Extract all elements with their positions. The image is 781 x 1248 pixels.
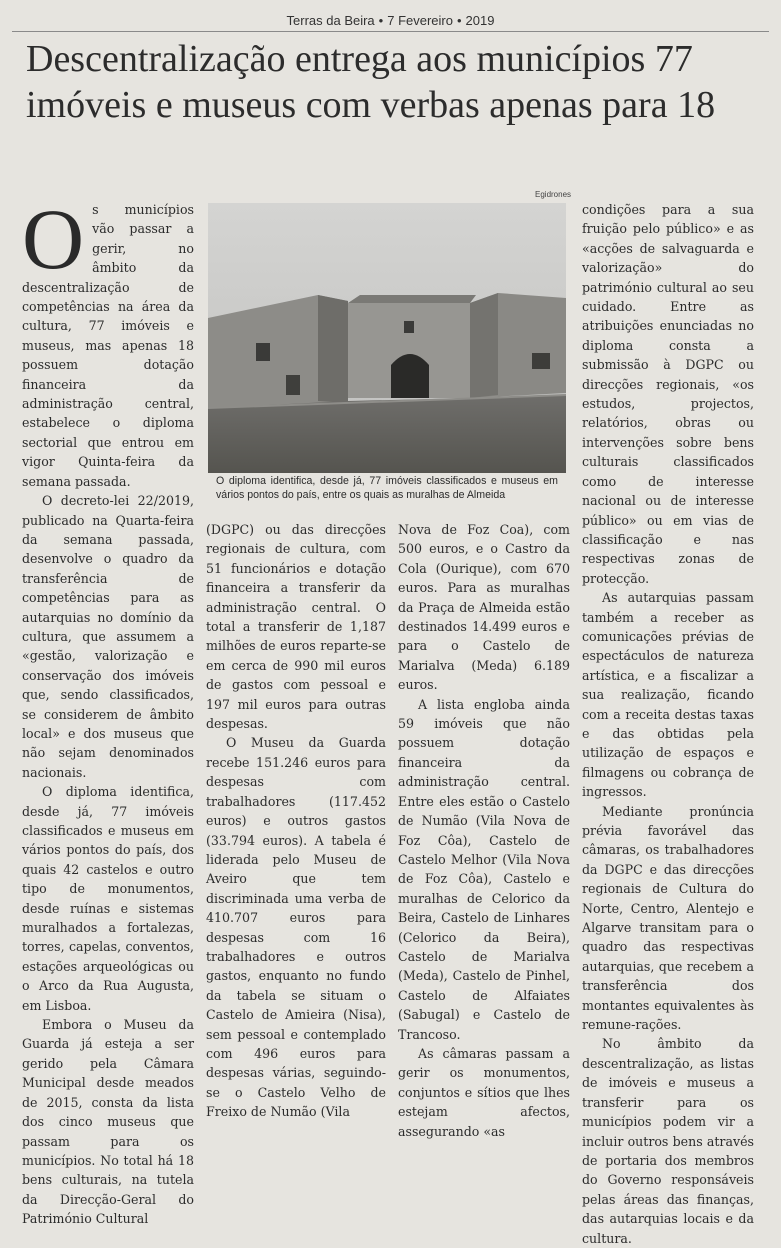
publication-year: 2019 xyxy=(465,13,495,28)
fortress-gate-photo xyxy=(208,203,566,473)
dropcap: O xyxy=(22,191,85,287)
paragraph: O Museu da Guarda recebe 151.246 euros para despesas com trabalhadores (117.452 euros) e outros gastos (33.794 euros). A tabela é liderada pelo Museu de Aveiro que tem discriminada uma verba de 410.707 euros para despesas com 16 trabalhadores e outros gastos, enquanto no fundo da tabela se situam o Castelo de Amieira (Nisa), sem pessoal e contemplado com 496 euros para despesas várias, seguindo-se o Castelo Velho de Freixo de Numão (Vila xyxy=(206,735,386,1120)
photo-credit: Egidrones xyxy=(535,190,572,199)
paragraph: O decreto-lei 22/2019, publicado na Quarta-feira da semana passada, desenvolve o quadro da transferência de competências para as autarquias no domínio da cultura, que assumem a «gestão, valorização e conservação dos imóveis que, sendo classificados, se considerem de âmbito local» e dos museus que não sejam denominados nacionais. xyxy=(22,493,194,780)
paragraph: (DGPC) ou das direcções regionais de cultura, com 51 funcionários e dotação financeira a transferir da administração central. O total a transferir de 1,187 milhões de euros reparte-se em cerca de 990 mil euros de gastos com pessoal e 197 mil euros para outras despesas. xyxy=(206,522,386,732)
paragraph: condições para a sua fruição pelo público» e as «acções de salvaguarda e valorização» do património cultural ao seu cuidado. Entre as atribuições enunciadas no diploma consta a submissão à DGPC ou direcções regionais, «os estudos, projectos, relatórios, obras ou intervenções sobre bens culturais classificados como de interesse nacional ou de interesse público» ou em vias de classificação e nas respectivas zonas de protecção. xyxy=(582,202,754,586)
paragraph xyxy=(22,191,194,491)
article-column-1 xyxy=(22,191,194,1229)
article-headline: Descentralização entrega aos municípios 77 imóveis e museus com verbas apenas para 18 xyxy=(26,38,716,126)
paragraph: Embora o Museu da Guarda já esteja a ser gerido pela Câmara Municipal desde meados de 2015, consta da lista dos cinco museus que passam para os municípios. No total há 18 bens culturais, na tutela da Direcção-Geral do Património Cultural xyxy=(22,1017,194,1227)
page-header xyxy=(12,4,769,32)
article-column-3 xyxy=(398,520,570,1141)
article-column-4 xyxy=(582,200,754,1248)
paragraph: Nova de Foz Coa), com 500 euros, e o Castro da Cola (Ourique), com 670 euros. Para as muralhas da Praça de Almeida estão destinados 14.499 euros e para o Castelo de Marialva (Meda) 6.189 euros. xyxy=(398,522,570,693)
paragraph-text: s municípios vão passar a gerir, no âmbito da descentralização de competências na área da cultura, 77 imóveis e museus, mas apenas 18 possuem dotação financeira da administração central, estabelece o diploma sectorial que entrou em vigor Quinta-feira da semana passada. xyxy=(22,202,194,489)
article-column-2 xyxy=(206,520,386,1122)
paragraph: As autarquias passam também a receber as comunicações prévias de espectáculos de natureza artística, e a fiscalizar a sua realização, ficando com a receita destas taxas e das obtidas pela utilização de espaços e filmagens ou cobrança de ingressos. xyxy=(582,590,754,800)
header-separator: • xyxy=(378,13,384,28)
publication-date: 7 Fevereiro xyxy=(387,13,453,28)
paragraph: No âmbito da descentralização, as listas de imóveis e museus a transferir para os municípios podem vir a incluir outros bens através de portaria dos membros do Governo responsáveis pelas áreas das finanças, das autarquias locais e da cultura. xyxy=(582,1036,754,1246)
paragraph: O diploma identifica, desde já, 77 imóveis classificados e museus em vários pontos do país, dos quais 42 castelos e outro tipo de monumentos, desde ruínas e sistemas muralhados a fortalezas, torres, capelas, conventos, estações arqueológicas ou o Arco da Rua Augusta, em Lisboa. xyxy=(22,784,194,1013)
header-separator-2: • xyxy=(456,13,462,28)
paragraph: A lista engloba ainda 59 imóveis que não possuem dotação financeira da administração central. Entre eles estão o Castelo de Numão (Vila Nova de Foz Côa), Castelo de Castelo Melhor (Vila Nova de Foz Côa), Castelo e muralhas de Celorico da Beira, Castelo de Linhares (Celorico da Beira), Castelo de Marialva (Meda), Castelo de Pinhel, Castelo de Alfaiates (Sabugal) e Castelo de Trancoso. xyxy=(398,696,570,1042)
paragraph: As câmaras passam a gerir os monumentos, conjuntos e sítios que lhes estejam afectos, assegurando «as xyxy=(398,1045,570,1139)
publication-name: Terras da Beira xyxy=(286,13,375,28)
photo-caption: O diploma identifica, desde já, 77 imóveis classificados e museus em vários pontos do país, entre os quais as muralhas de Almeida xyxy=(216,475,558,501)
article-photo xyxy=(208,203,566,473)
paragraph: Mediante pronúncia prévia favorável das câmaras, os trabalhadores da DGPC e das direcções regionais de Cultura do Norte, Centro, Alentejo e Algarve transitam para o quadro das respectivas autarquias, que recebem a transferência dos montantes equivalentes às remune-rações. xyxy=(582,803,754,1033)
